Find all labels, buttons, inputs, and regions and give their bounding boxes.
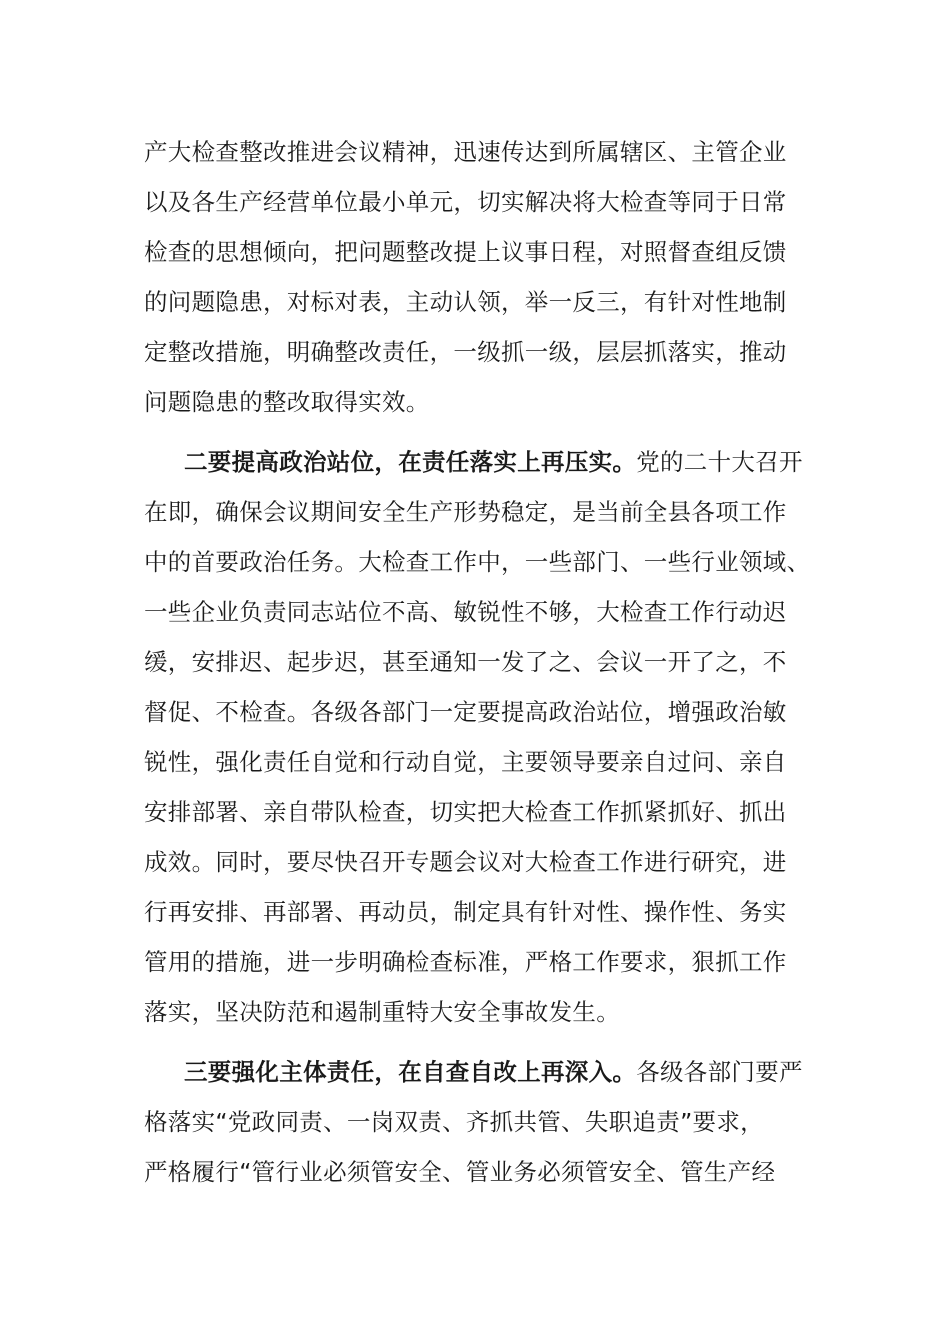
paragraph-first-line [144, 437, 814, 487]
paragraph-3 [144, 1047, 814, 1197]
paragraph-spacer [144, 427, 814, 437]
text-line: 中的首要政治任务。大检查工作中，一些部门、一些行业领域、 [144, 548, 811, 576]
text-line: 在即，确保会议期间安全生产形势稳定，是当前全县各项工作 [144, 498, 787, 526]
text-line: 安排部署、亲自带队检查，切实把大检查工作抓紧抓好、抓出 [144, 798, 787, 826]
document-body [144, 127, 814, 1197]
text-line: 锐性，强化责任自觉和行动自觉，主要领导要亲自过问、亲自 [144, 748, 787, 776]
paragraph-heading: 二要提高政治站位，在责任落实上再压实。 [184, 448, 637, 476]
text-line: 定整改措施，明确整改责任，一级抓一级，层层抓落实，推动 [144, 338, 787, 366]
text-line: 严格履行“管行业必须管安全、管业务必须管安全、管生产经 [144, 1158, 776, 1186]
heading-line-rest: 各级各部门要严 [636, 1058, 803, 1086]
heading-line-rest: 党的二十大召开 [636, 448, 803, 476]
text-line: 检查的思想倾向，把问题整改提上议事日程，对照督查组反馈 [144, 238, 787, 266]
text-line: 产大检查整改推进会议精神，迅速传达到所属辖区、主管企业 [144, 138, 787, 166]
text-line: 一些企业负责同志站位不高、敏锐性不够，大检查工作行动迟 [144, 598, 787, 626]
paragraph-1 [144, 127, 814, 427]
text-line: 问题隐患的整改取得实效。 [144, 388, 430, 416]
text-line: 成效。同时，要尽快召开专题会议对大检查工作进行研究，进 [144, 848, 787, 876]
paragraph-first-line [144, 1047, 814, 1097]
text-line: 以及各生产经营单位最小单元，切实解决将大检查等同于日常 [144, 188, 787, 216]
paragraph-heading: 三要强化主体责任，在自查自改上再深入。 [184, 1058, 637, 1086]
text-line: 缓，安排迟、起步迟，甚至通知一发了之、会议一开了之，不 [144, 648, 787, 676]
text-line: 管用的措施，进一步明确检查标准，严格工作要求，狠抓工作 [144, 948, 787, 976]
text-line: 落实，坚决防范和遏制重特大安全事故发生。 [144, 998, 620, 1026]
text-line: 的问题隐患，对标对表，主动认领，举一反三，有针对性地制 [144, 288, 787, 316]
paragraph-spacer [144, 1037, 814, 1047]
text-line: 督促、不检查。各级各部门一定要提高政治站位，增强政治敏 [144, 698, 787, 726]
text-line: 格落实“党政同责、一岗双责、齐抓共管、失职追责”要求， [144, 1108, 764, 1136]
paragraph-2 [144, 437, 814, 1037]
text-line: 行再安排、再部署、再动员，制定具有针对性、操作性、务实 [144, 898, 787, 926]
